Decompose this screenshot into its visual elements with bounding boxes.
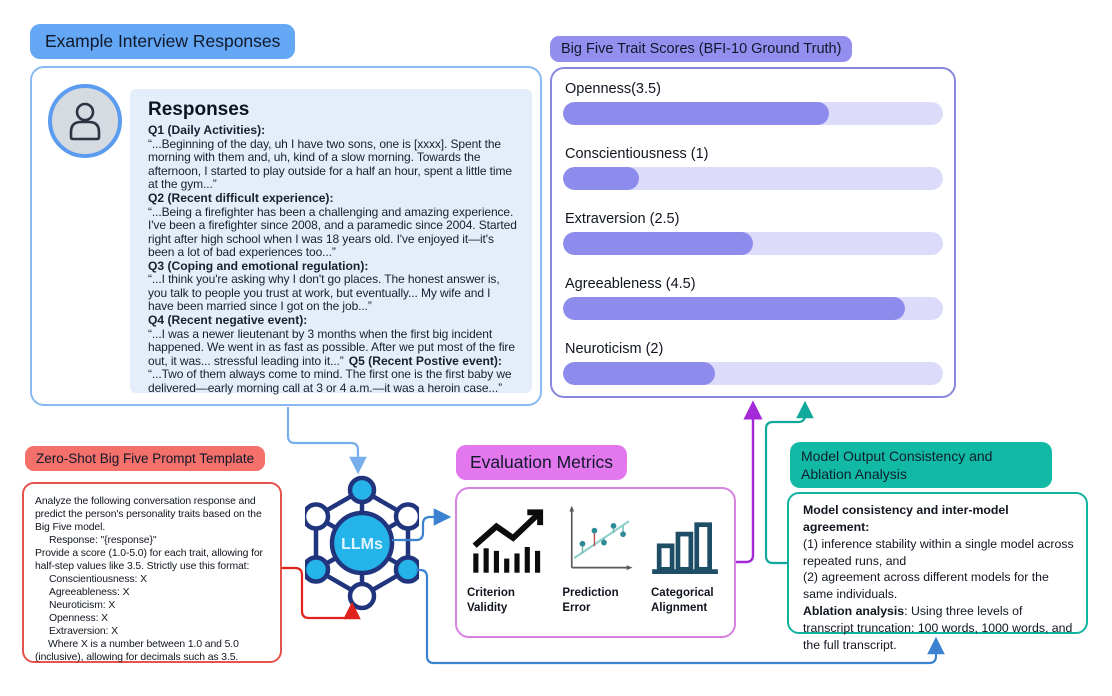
responses-panel	[30, 66, 542, 406]
trait-bar-fill	[563, 167, 639, 190]
trait-bar-fill	[563, 232, 753, 255]
prompt-line: Where X is a number between 1.0 and 5.0 (inclusive), allowing for decimals such as 3.5.	[35, 639, 239, 663]
metric-label: Categorical Alignment	[651, 587, 714, 615]
bigfive-badge: Big Five Trait Scores (BFI-10 Ground Truth)	[550, 36, 852, 62]
scatter-plot-icon	[562, 502, 634, 576]
metric-categorical-alignment	[651, 502, 730, 636]
trait-label: Agreeableness (4.5)	[565, 276, 696, 292]
prompt-panel	[22, 482, 282, 663]
person-icon	[62, 98, 108, 144]
node-bottom	[350, 584, 374, 608]
line-chart-arrow-icon	[467, 502, 549, 574]
model-point-2: (2) agreement across different models for the same individuals.	[803, 570, 1049, 602]
prompt-badge: Zero-Shot Big Five Prompt Template	[25, 446, 265, 471]
llms-label: LLMs	[341, 536, 383, 553]
model-badge: Model Output Consistency and Ablation Analysis	[790, 442, 1052, 488]
response-q1	[148, 124, 517, 192]
metrics-badge: Evaluation Metrics	[456, 445, 627, 480]
arrow-responses-to-llms	[288, 407, 358, 471]
metric-label: Criterion Validity	[467, 587, 515, 615]
trait-label: Extraversion (2.5)	[565, 211, 680, 227]
trait-bar-track	[563, 362, 943, 385]
model-point-1: (1) inference stability within a single model across repeated runs, and	[803, 536, 1074, 568]
trait-bar-track	[563, 297, 943, 320]
node-bottom-right	[396, 558, 419, 582]
prompt-line: Analyze the following conversation response and predict the person's personality traits based on the Big Five model.	[35, 496, 262, 533]
responses-box	[130, 89, 532, 393]
node-bottom-left	[305, 558, 328, 582]
metric-prediction-error	[562, 502, 651, 636]
trait-label: Conscientiousness (1)	[565, 146, 709, 162]
llms-network-icon	[305, 468, 419, 614]
prompt-line: Provide a score (1.0-5.0) for each trait, allowing for half-step values like 3.5. Strictly use this format:	[35, 548, 263, 572]
metric-criterion-validity	[467, 502, 562, 636]
answer-text: “...I think you're asking why I don't go places. The honest answer is, you talk to people you trust at work, but eventually... My wife and I have been married since I got on the job...”	[148, 272, 500, 314]
answer-text: “...I was a newer lieutenant by 3 months when the first big incident happened. We went in as fast as possible. After we put most of the fire out, it was... stressful leading into it...”	[148, 326, 515, 368]
question-label: Q4 (Recent negative event):	[148, 312, 308, 327]
metric-label: Prediction Error	[562, 587, 619, 615]
prompt-line: Neuroticism: X	[49, 600, 116, 611]
question-label: Q1 (Daily Activities):	[148, 123, 266, 137]
responses-title: Responses	[148, 99, 250, 120]
prompt-line: Conscientiousness: X	[49, 574, 147, 585]
question-label: Q3 (Coping and emotional regulation):	[148, 258, 369, 273]
metrics-panel	[455, 487, 736, 638]
response-q3	[148, 260, 517, 314]
arrow-metrics-to-bigfive	[736, 404, 753, 562]
answer-text: “...Being a firefighter has been a challenging and amazing experience. I've been a firefighter since 2008, and a paramedic since 2004. Started right after high school when I was 18 years old. I've enjoyed it—it's been a lot of bad experiences too...”	[148, 204, 517, 260]
node-top-left	[305, 505, 328, 529]
prompt-line: Agreeableness: X	[49, 587, 130, 598]
prompt-line: Openness: X	[49, 613, 108, 624]
prompt-line: Response: "{response}"	[49, 535, 157, 546]
model-heading-consistency: Model consistency and inter-model agreement:	[803, 503, 1009, 534]
trait-bar-fill	[563, 297, 905, 320]
model-panel	[787, 492, 1088, 652]
answer-text: “...Beginning of the day, uh I have two sons, one is [xxxx]. Spent the morning with them and, uh, kind of a slow morning. Towards the afternoon, I started to play outside for a half an hour, spent a little time at the gym...”	[148, 136, 512, 192]
trait-label: Neuroticism (2)	[565, 341, 664, 357]
bar-chart-icon	[651, 520, 719, 574]
prompt-line: Extraversion: X	[49, 626, 118, 637]
question-label: Q2 (Recent difficult experience):	[148, 190, 334, 205]
bigfive-panel	[550, 67, 956, 398]
trait-bar-track	[563, 167, 943, 190]
response-q4-q5	[148, 314, 517, 396]
answer-text: “...Two of them always come to mind. The first one is the first baby we delivered—early morning call at 3 or 4 a.m.—it was a heroin case...”	[148, 367, 512, 395]
avatar	[48, 84, 122, 158]
question-label: Q5 (Recent Postive event):	[348, 353, 502, 368]
response-q2	[148, 192, 517, 260]
responses-badge: Example Interview Responses	[30, 24, 295, 59]
trait-bar-fill	[563, 102, 829, 125]
model-heading-ablation: Ablation analysis	[803, 604, 905, 619]
trait-bar-track	[563, 232, 943, 255]
trait-bar-fill	[563, 362, 715, 385]
trait-label: Openness(3.5)	[565, 81, 661, 97]
node-top	[350, 478, 374, 502]
trait-bar-track	[563, 102, 943, 125]
node-top-right	[396, 505, 419, 529]
model-ablation: Ablation analysis: Using three levels of transcript truncation: 100 words, 1000 words, and the full transcript.	[803, 604, 1073, 652]
